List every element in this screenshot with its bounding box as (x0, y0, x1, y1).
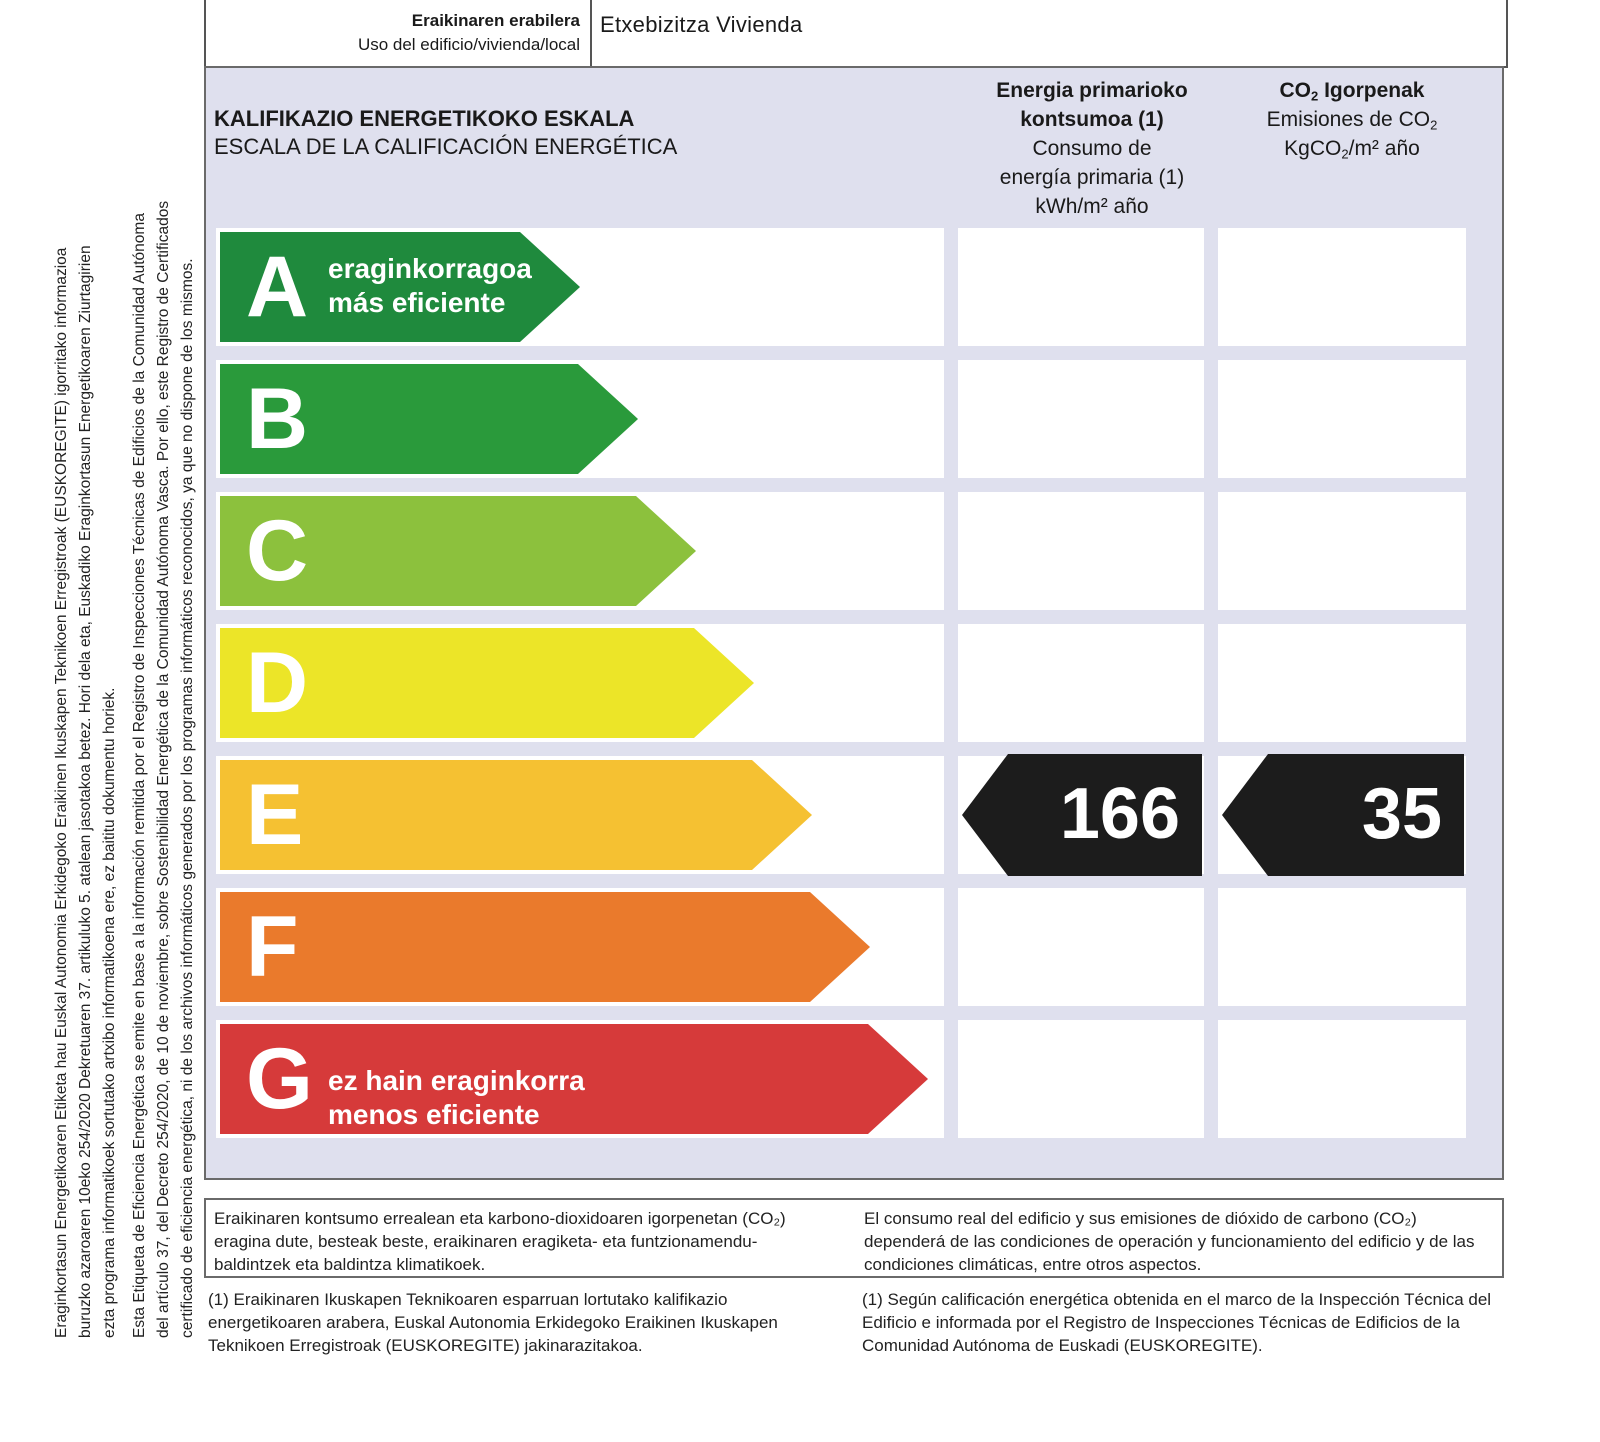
energy-cell (958, 360, 1204, 478)
class-letter-c: C (246, 503, 309, 599)
energy-header-line: energía primaria (1) (999, 166, 1185, 189)
class-arrow-f (220, 892, 872, 1002)
scale-title-eu: KALIFIKAZIO ENERGETIKOKO ESKALA (214, 106, 635, 131)
note-es: (1) Según calificación energética obtenida en el marco de la Inspección Técnica del Edificio e informada por el Registro de Inspecciones Técnicas de Edificios de la Comunidad Autónoma de Euskadi (EUSKOREGITE). (862, 1290, 1492, 1355)
side-line: Esta Etiqueta de Eficiencia Energética se emite en base a la información remitida por el Registro de Inspecciones Técnicas de Edificios de la Comunidad Autónoma (131, 213, 148, 1338)
class-letter-b: B (246, 371, 309, 467)
co2-header-line: Emisiones de $CO_2$ (1266, 108, 1438, 133)
class-arrow-shape (220, 892, 870, 1002)
side-line: del artículo 37, del Decreto 254/2020, de 10 de noviembre, sobre Sostenibilidad Energética de la Comunidad Autónoma Vasca. Por ello, este Registro de Certificados (155, 200, 172, 1338)
footer-box (204, 1198, 1504, 1278)
class-letter-e: E (246, 767, 304, 863)
building-use-label-cell (206, 0, 592, 66)
energy-cell (958, 1020, 1204, 1138)
class-description-a: eraginkorragoa más eficiente (328, 253, 532, 318)
class-arrow-e (220, 760, 814, 870)
co2-cell (1218, 360, 1466, 478)
co2-header-line: $CO_2$ Igorpenak (1279, 79, 1425, 104)
energy-cell (958, 624, 1204, 742)
side-line: ezta programa informatikoek sortutako artxibo informatikoena ere, ez baititu dokumentu horiek. (101, 687, 118, 1338)
building-use-value: Etxebizitza Vivienda (600, 12, 803, 37)
footer-text-eu: Eraikinaren kontsumo errealean eta karbono-dioxidoaren igorpenetan (CO₂) eragina dute, besteak beste, eraikinaren eragiketa- eta funtzionamendu-baldintzek eta baldintza klimatikoek. (214, 1209, 786, 1274)
energy-cell (958, 888, 1204, 1006)
co2-rating-marker-value: 35 (1361, 774, 1442, 854)
co2-cell (1218, 492, 1466, 610)
building-use-box (204, 0, 1508, 68)
co2-cell (1218, 1020, 1466, 1138)
class-letter-d: D (246, 635, 309, 731)
side-line: Eraginkortasun Energetikoaren Etiketa hau Euskal Autonomia Erkidegoko Eraikinen Ikuskapen Teknikoen Erregistroak (EUSKOREGITE) igorritako informazioa (53, 247, 70, 1338)
class-letter-f: F (246, 899, 299, 995)
side-line: certificado de eficiencia energética, ni de los archivos informáticos generados por los programas informáticos reconocidos, ya que no dispone de los mismos. (179, 258, 196, 1338)
energy-column-header (962, 76, 1222, 221)
side-legal-text-castellano (128, 0, 200, 1338)
building-use-label-eu: Eraikinaren erabilera (411, 11, 580, 30)
footer-text-es: El consumo real del edificio y sus emisiones de dióxido de carbono (CO₂) dependerá de las condiciones de operación y funcionamiento del edificio y de las condiciones climáticas, entre otros aspectos. (864, 1209, 1475, 1274)
class-description-g: ez hain eraginkorra menos eficiente (328, 1065, 585, 1130)
side-legal-text-euskera (50, 0, 122, 1338)
class-arrow-shape (220, 760, 812, 870)
co2-cell (1218, 624, 1466, 742)
note-eu: (1) Eraikinaren Ikuskapen Teknikoaren esparruan lortutako kalifikazio energetikoaren arabera, Euskal Autonomia Erkidegoko Eraikinen Ikuskapen Teknikoen Erregistroak (EUSKOREGITE) jakinarazitakoa. (208, 1290, 778, 1355)
energy-cell (958, 228, 1204, 346)
co2-header-line: KgCO$_2$/m² año (1284, 137, 1420, 162)
energy-header-line: kWh/m² año (1035, 195, 1149, 218)
class-letter-a: A (246, 239, 309, 335)
energy-header-line: kontsumoa (1) (1020, 108, 1164, 131)
energy-header-line: Energia primarioko (996, 79, 1188, 102)
co2-column-header (1222, 76, 1482, 163)
energy-rating-marker-value: 166 (1059, 774, 1180, 854)
energy-scale-panel (204, 66, 1504, 1180)
energy-cell (958, 492, 1204, 610)
energy-header-line: Consumo de (1032, 137, 1152, 160)
class-letter-g: G (246, 1031, 313, 1127)
building-use-label-es: Uso del edificio/vivienda/local (357, 35, 580, 54)
co2-cell (1218, 888, 1466, 1006)
side-line: buruzko azaroaren 10eko 254/2020 Dekretuaren 37. artikuluko 5. atalean jasotakoa betez. Hori dela eta, Euskadiko Eraginkortasun Energetikoaren Ziurtagirien (77, 245, 94, 1338)
scale-title-es: ESCALA DE LA CALIFICACIÓN ENERGÉTICA (214, 134, 678, 159)
co2-cell (1218, 228, 1466, 346)
